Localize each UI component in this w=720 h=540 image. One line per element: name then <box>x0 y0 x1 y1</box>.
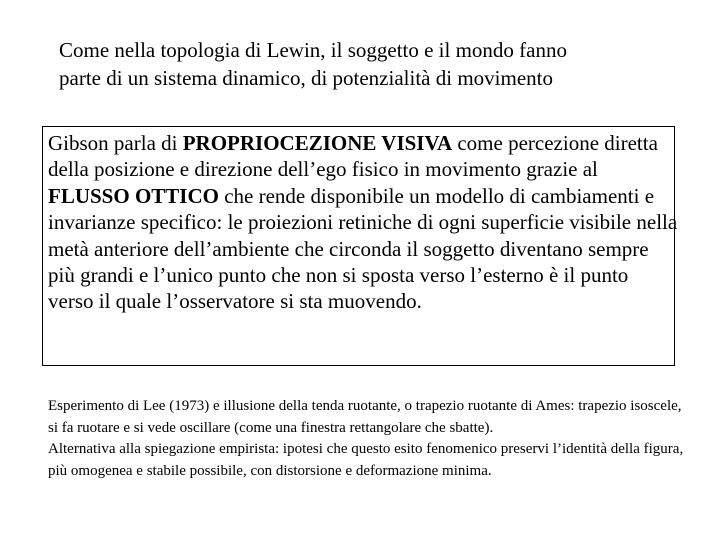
gibson-box <box>42 126 678 366</box>
optic-flow-term: FLUSSO OTTICO <box>48 183 219 208</box>
alternative-explanation-paragraph: Alternativa alla spiegazione empirista: ipotesi che questo esito fenomenico preservi l’identità della figura, più omogenea e stabile possibile, con distorsione e deformazione minima. <box>48 441 684 479</box>
gibson-paragraph <box>48 130 678 315</box>
proprioception-term: PROPRIOCEZIONE VISIVA <box>182 131 453 155</box>
intro-line-2: parte di un sistema dinamico, di potenzialità di movimento <box>59 66 553 90</box>
intro-line-1: Come nella topologia di Lewin, il soggetto e il mondo fanno <box>59 38 567 62</box>
gibson-text-part-1: Gibson parla di <box>48 131 183 155</box>
lee-experiment-paragraph: Esperimento di Lee (1973) e illusione della tenda ruotante, o trapezio ruotante di Ames: trapezio isoscele, si fa ruotare e si vede oscillare (come una finestra rettangolare che sbatte). <box>48 398 682 436</box>
notes-section <box>48 396 688 482</box>
gibson-text-part-2: come percezione diretta della posizione e direzione dell’ego fisico in movimento grazie al <box>48 131 658 182</box>
intro-text <box>59 36 679 92</box>
gibson-text-part-3: che rende disponibile un modello di cambiamenti e invarianze specifico: le proiezioni retiniche di ogni superficie visibile nella metà anteriore dell’ambiente che circonda il soggetto diventano sempre più grandi e l’unico punto che non si sposta verso l’esterno è il punto verso il quale l’osservatore si sta muovendo. <box>48 183 678 314</box>
